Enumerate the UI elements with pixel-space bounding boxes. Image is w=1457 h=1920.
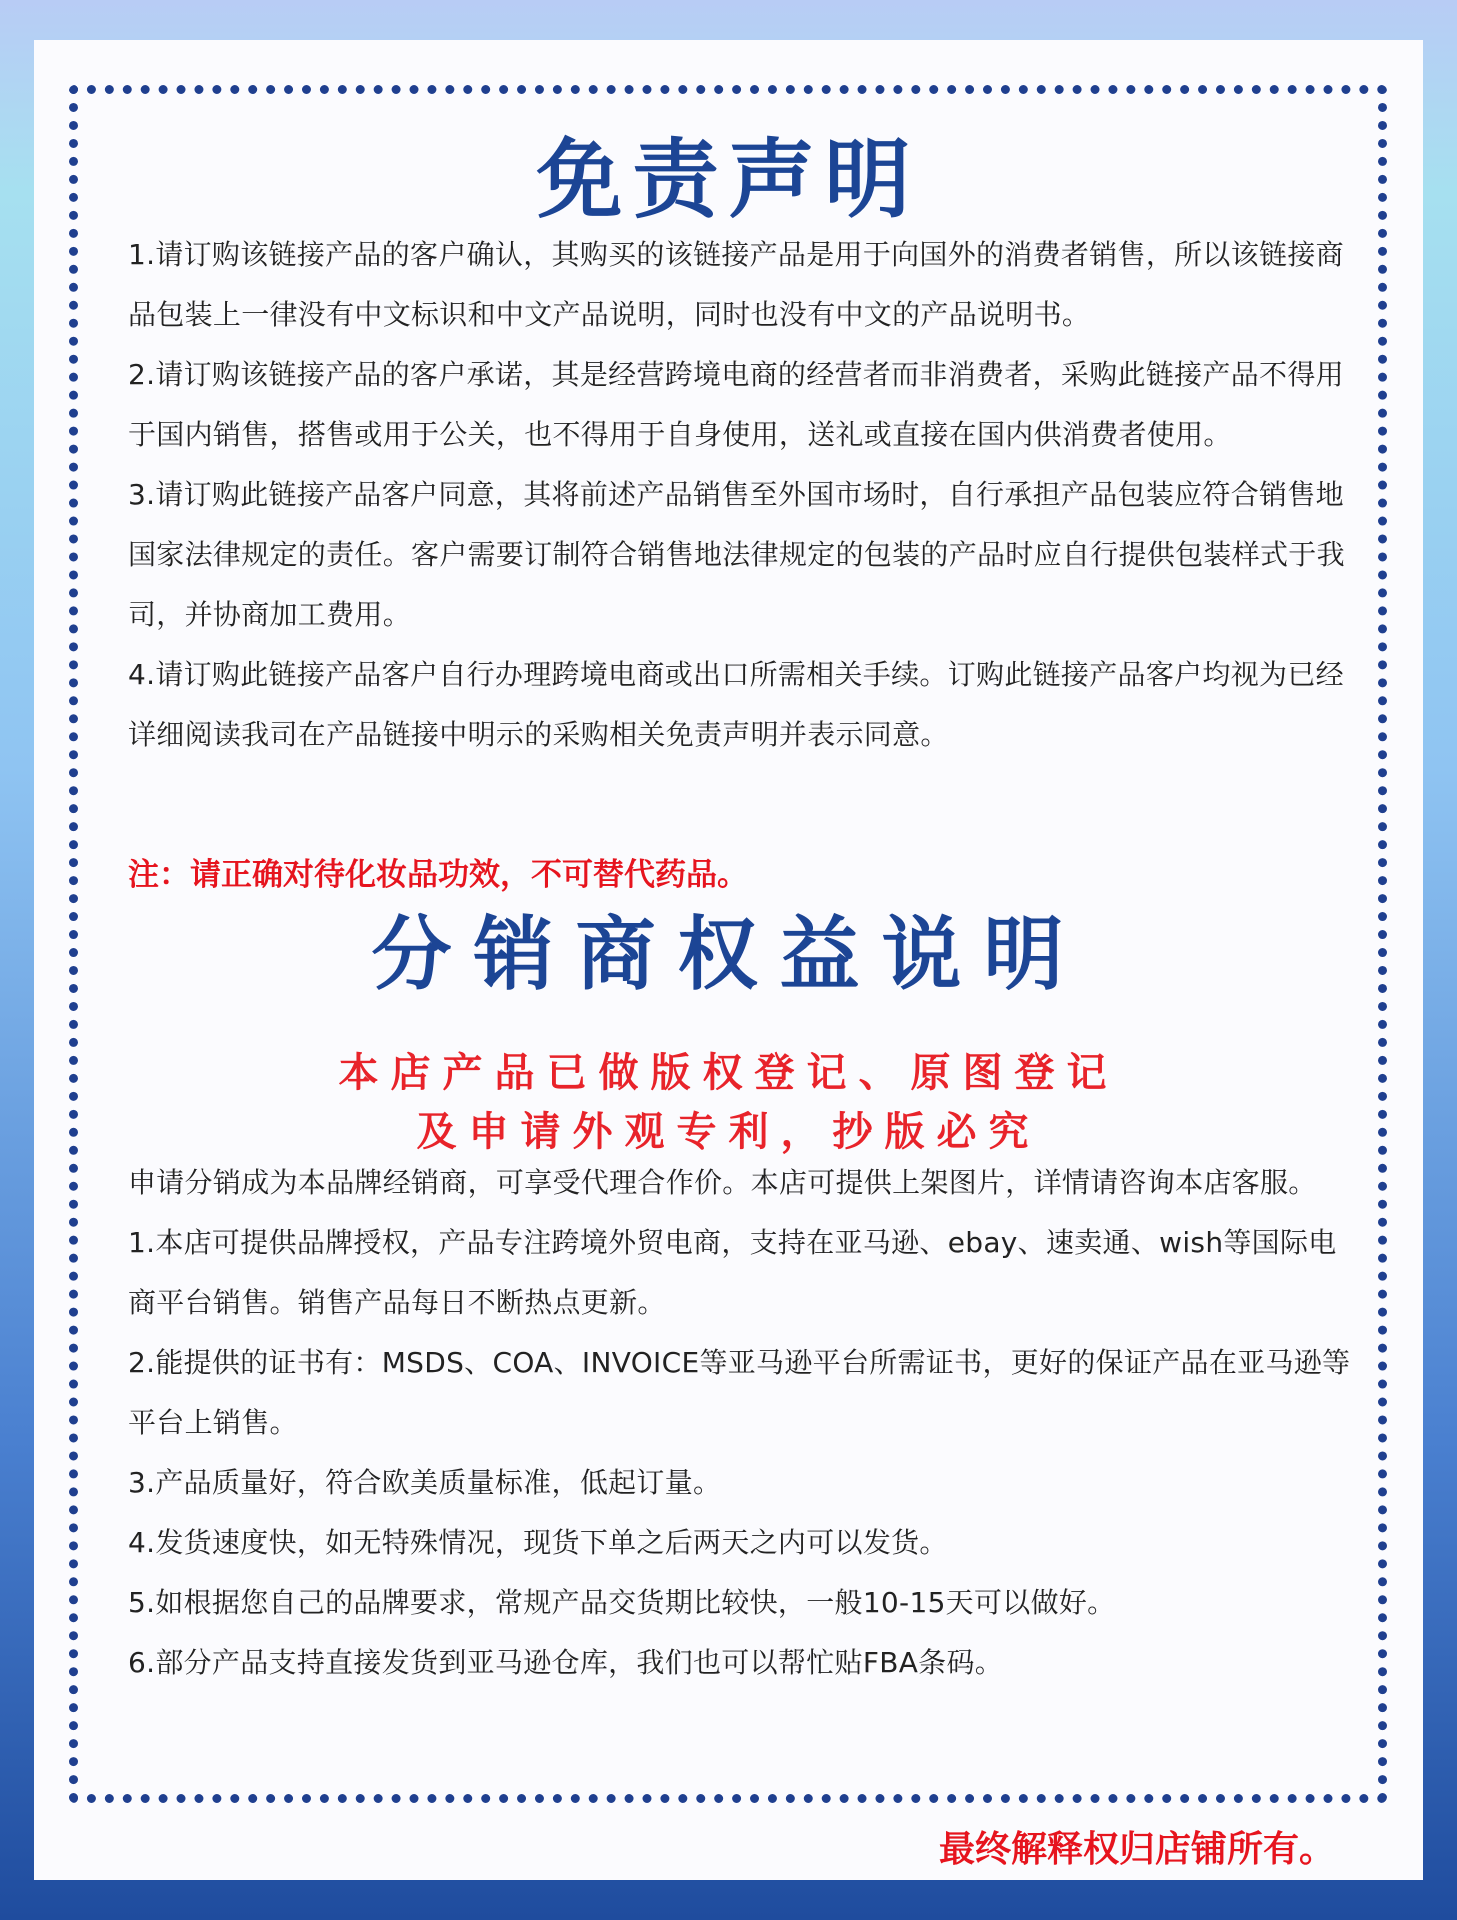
notice-card [34,40,1423,1880]
distributor-paragraph-4: 4.发货速度快，如无特殊情况，现货下单之后两天之内可以发货。 [128,1526,948,1559]
final-interpretation-note: 最终解释权归店铺所有。 [938,1829,1335,1870]
disclaimer-body [128,225,1363,765]
distributor-paragraph-2: 2.能提供的证书有：MSDS、COA、INVOICE等亚马逊平台所需证书，更好的保证产品在亚马逊等平台上销售。 [128,1346,1351,1439]
distributor-paragraph-6: 6.部分产品支持直接发货到亚马逊仓库，我们也可以帮忙贴FBA条码。 [128,1646,1004,1679]
cosmetics-note: 注：请正确对待化妆品功效，不可替代药品。 [128,857,748,893]
distributor-intro: 申请分销成为本品牌经销商，可享受代理合作价。本店可提供上架图片，详情请咨询本店客服。 [128,1166,1317,1199]
distributor-paragraph-1: 1.本店可提供品牌授权，产品专注跨境外贸电商，支持在亚马逊、ebay、速卖通、wish等国际电商平台销售。销售产品每日不断热点更新。 [128,1226,1337,1319]
disclaimer-paragraph-2: 2.请订购该链接产品的客户承诺，其是经营跨境电商的经营者而非消费者，采购此链接产品不得用于国内销售，搭售或用于公关，也不得用于自身使用，送礼或直接在国内供消费者使用。 [128,358,1344,451]
distributor-body [128,1153,1363,1693]
copyright-notice-line-1: 本店产品已做版权登记、原图登记 [338,1050,1119,1096]
disclaimer-paragraph-1: 1.请订购该链接产品的客户确认，其购买的该链接产品是用于向国外的消费者销售，所以该链接商品包装上一律没有中文标识和中文产品说明，同时也没有中文的产品说明书。 [128,238,1344,331]
distributor-paragraph-5: 5.如根据您自己的品牌要求，常规产品交货期比较快，一般10-15天可以做好。 [128,1586,1116,1619]
disclaimer-title: 免责声明 [536,130,921,230]
disclaimer-paragraph-3: 3.请订购此链接产品客户同意，其将前述产品销售至外国市场时，自行承担产品包装应符合销售地国家法律规定的责任。客户需要订制符合销售地法律规定的包装的产品时应自行提供包装样式于我司，并协商加工费用。 [128,478,1345,631]
disclaimer-paragraph-4: 4.请订购此链接产品客户自行办理跨境电商或出口所需相关手续。订购此链接产品客户均视为已经详细阅读我司在产品链接中明示的采购相关免责声明并表示同意。 [128,658,1344,751]
distributor-title: 分销商权益说明 [371,908,1086,1001]
distributor-paragraph-3: 3.产品质量好，符合欧美质量标准，低起订量。 [128,1466,722,1499]
copyright-notice-line-2: 及申请外观专利，抄版必究 [416,1109,1041,1155]
